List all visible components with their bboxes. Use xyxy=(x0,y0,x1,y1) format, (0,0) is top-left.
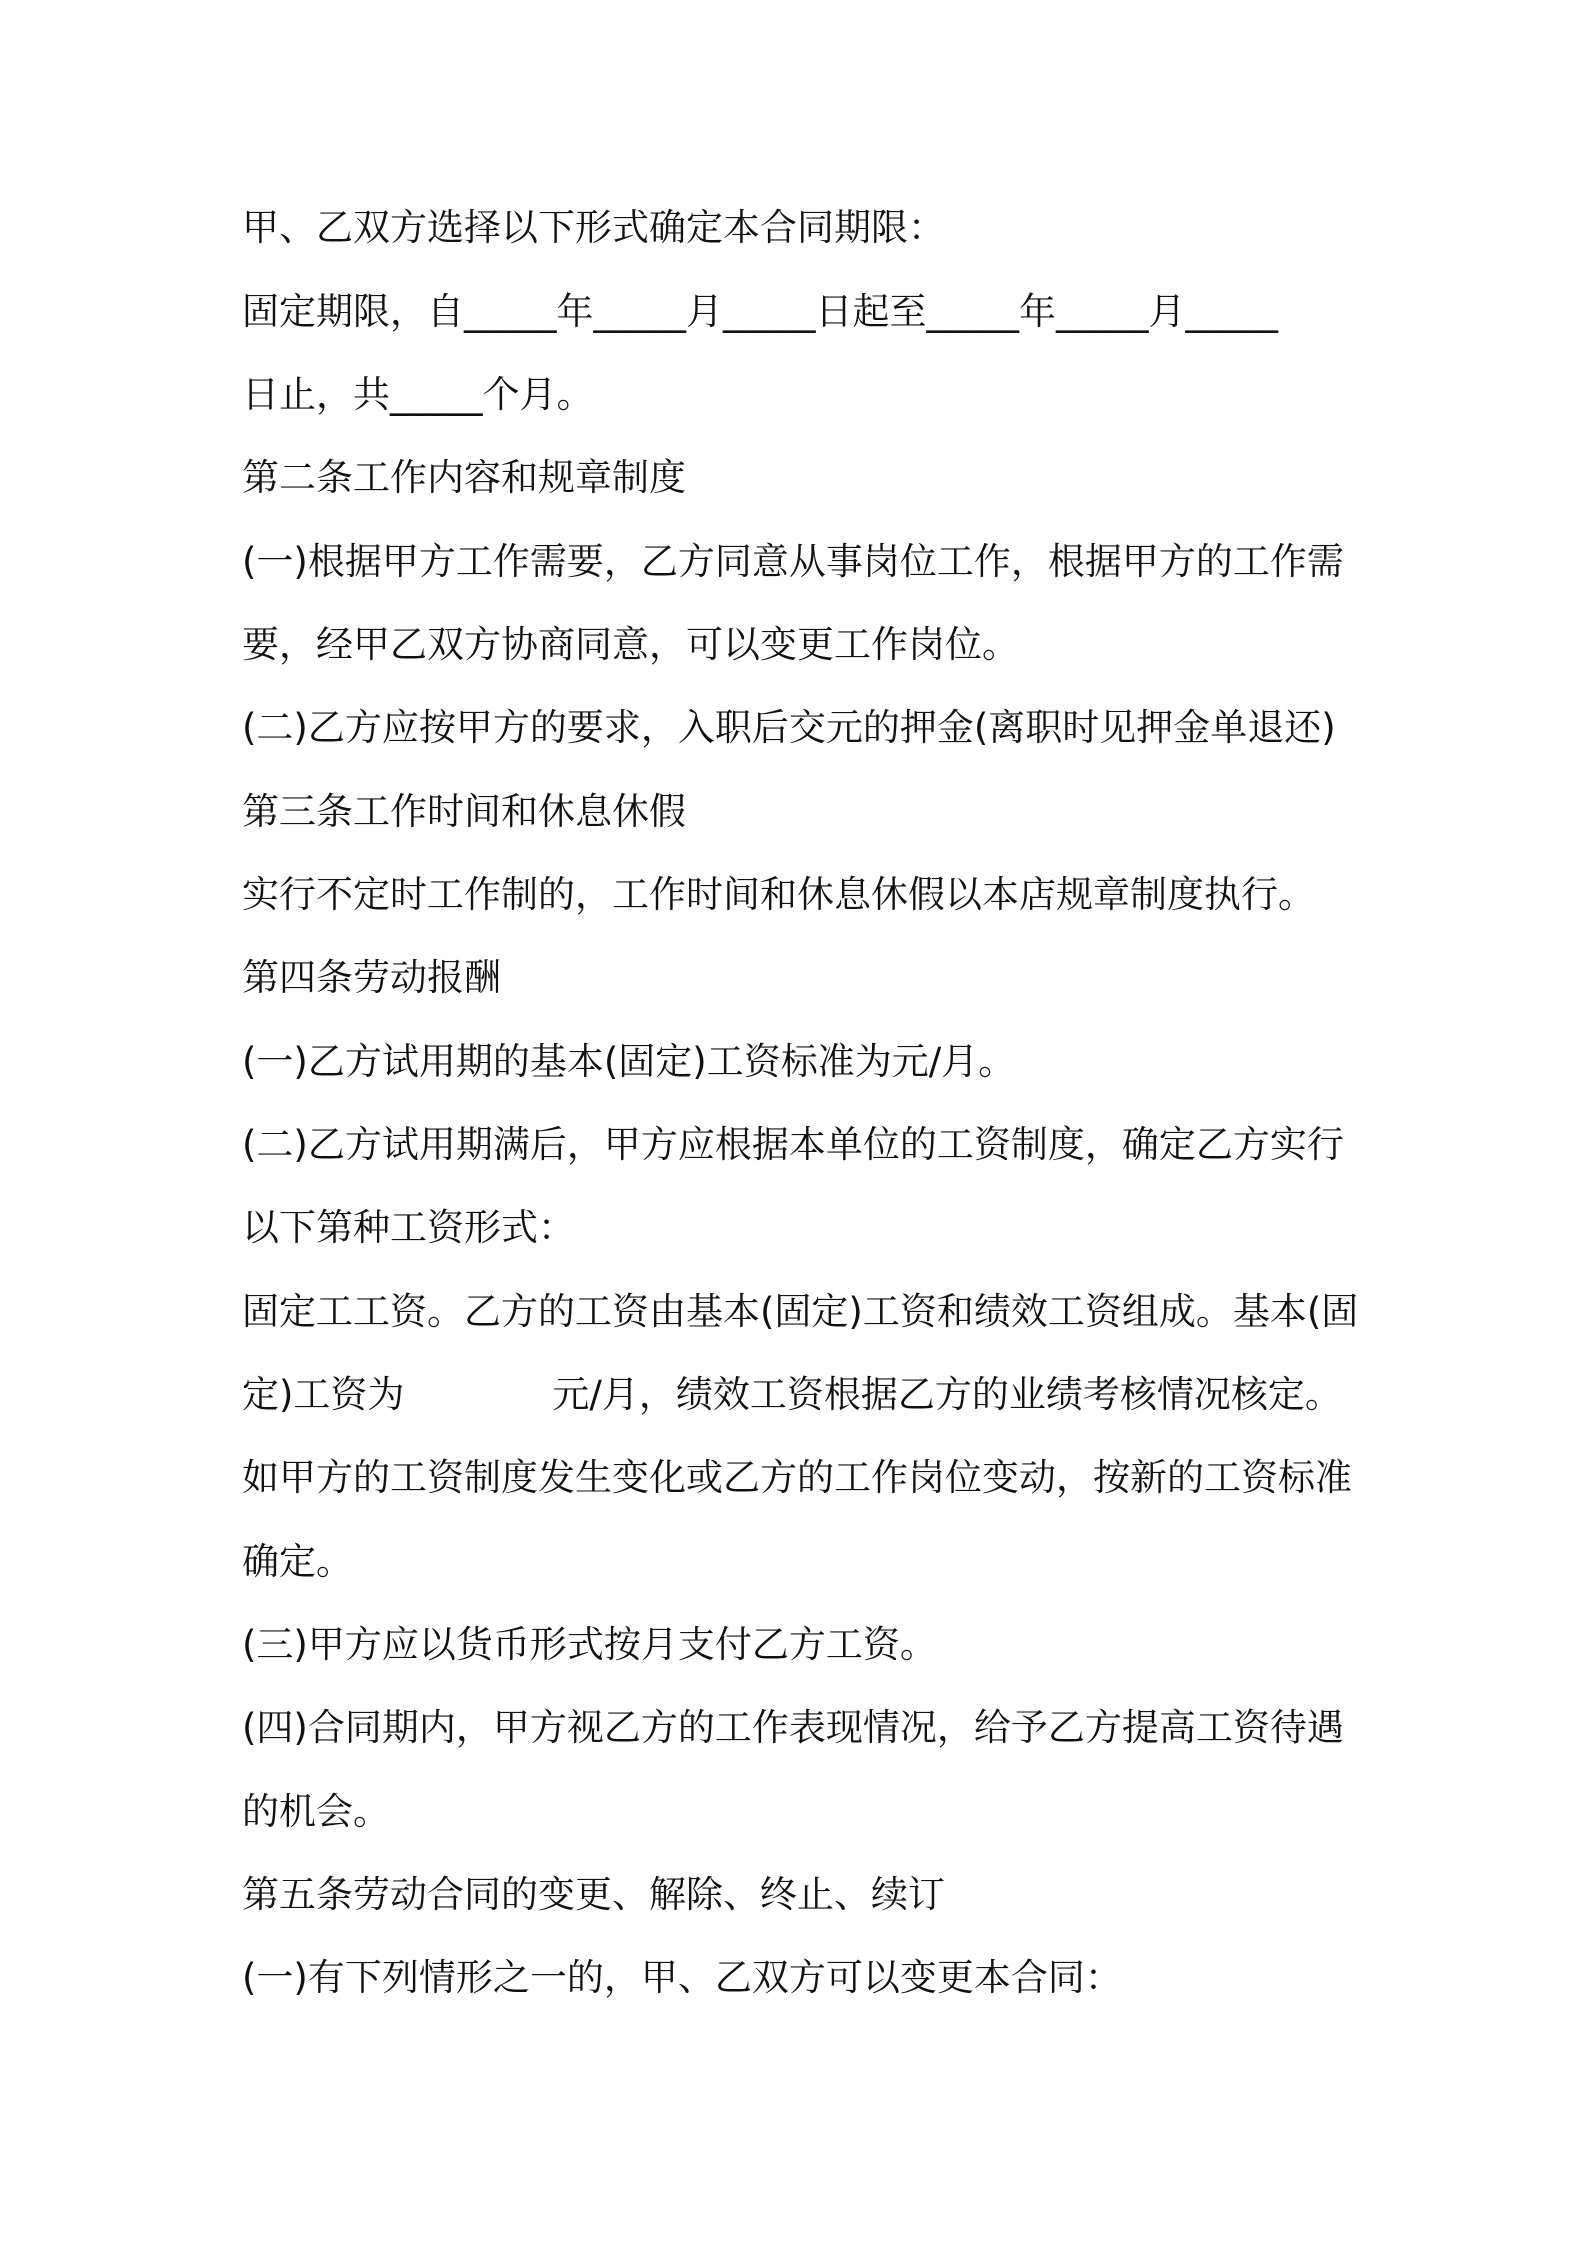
text-line: (二)乙方应按甲方的要求，入职后交元的押金(离职时见押金单退还) xyxy=(242,706,1336,749)
text-line: 如甲方的工资制度发生变化或乙方的工作岗位变动，按新的工资标准 xyxy=(242,1456,1352,1499)
text-line: 甲、乙双方选择以下形式确定本合同期限： xyxy=(242,206,945,249)
section-heading: 第三条工作时间和休息休假 xyxy=(242,790,686,833)
text-line: 日止，共_____个月。 xyxy=(242,373,594,416)
text-line: (二)乙方试用期满后，甲方应根据本单位的工资制度，确定乙方实行 xyxy=(242,1123,1344,1166)
text-line: 固定工工资。乙方的工资由基本(固定)工资和绩效工资组成。基本(固 xyxy=(242,1290,1359,1333)
section-heading: 第五条劳动合同的变更、解除、终止、续订 xyxy=(242,1873,945,1916)
text-line: 固定期限，自_____年_____月_____日起至_____年_____月_____ xyxy=(242,290,1278,333)
text-line: (一)乙方试用期的基本(固定)工资标准为元/月。 xyxy=(242,1040,1016,1083)
section-heading: 第四条劳动报酬 xyxy=(242,956,501,999)
text-line: (四)合同期内，甲方视乙方的工作表现情况，给予乙方提高工资待遇 xyxy=(242,1706,1344,1749)
text-line: 实行不定时工作制的，工作时间和休息休假以本店规章制度执行。 xyxy=(242,873,1315,916)
section-heading: 第二条工作内容和规章制度 xyxy=(242,456,686,499)
text-line: 定)工资为 元/月，绩效工资根据乙方的业绩考核情况核定。 xyxy=(242,1373,1342,1416)
text-line: (一)有下列情形之一的，甲、乙双方可以变更本合同： xyxy=(242,1956,1122,1999)
text-line: (三)甲方应以货币形式按月支付乙方工资。 xyxy=(242,1623,937,1666)
text-line: 的机会。 xyxy=(242,1790,390,1833)
text-line: (一)根据甲方工作需要，乙方同意从事岗位工作，根据甲方的工作需 xyxy=(242,540,1344,583)
text-line: 要，经甲乙双方协商同意，可以变更工作岗位。 xyxy=(242,623,1019,666)
text-line: 以下第种工资形式： xyxy=(242,1206,575,1249)
text-line: 确定。 xyxy=(242,1540,353,1583)
